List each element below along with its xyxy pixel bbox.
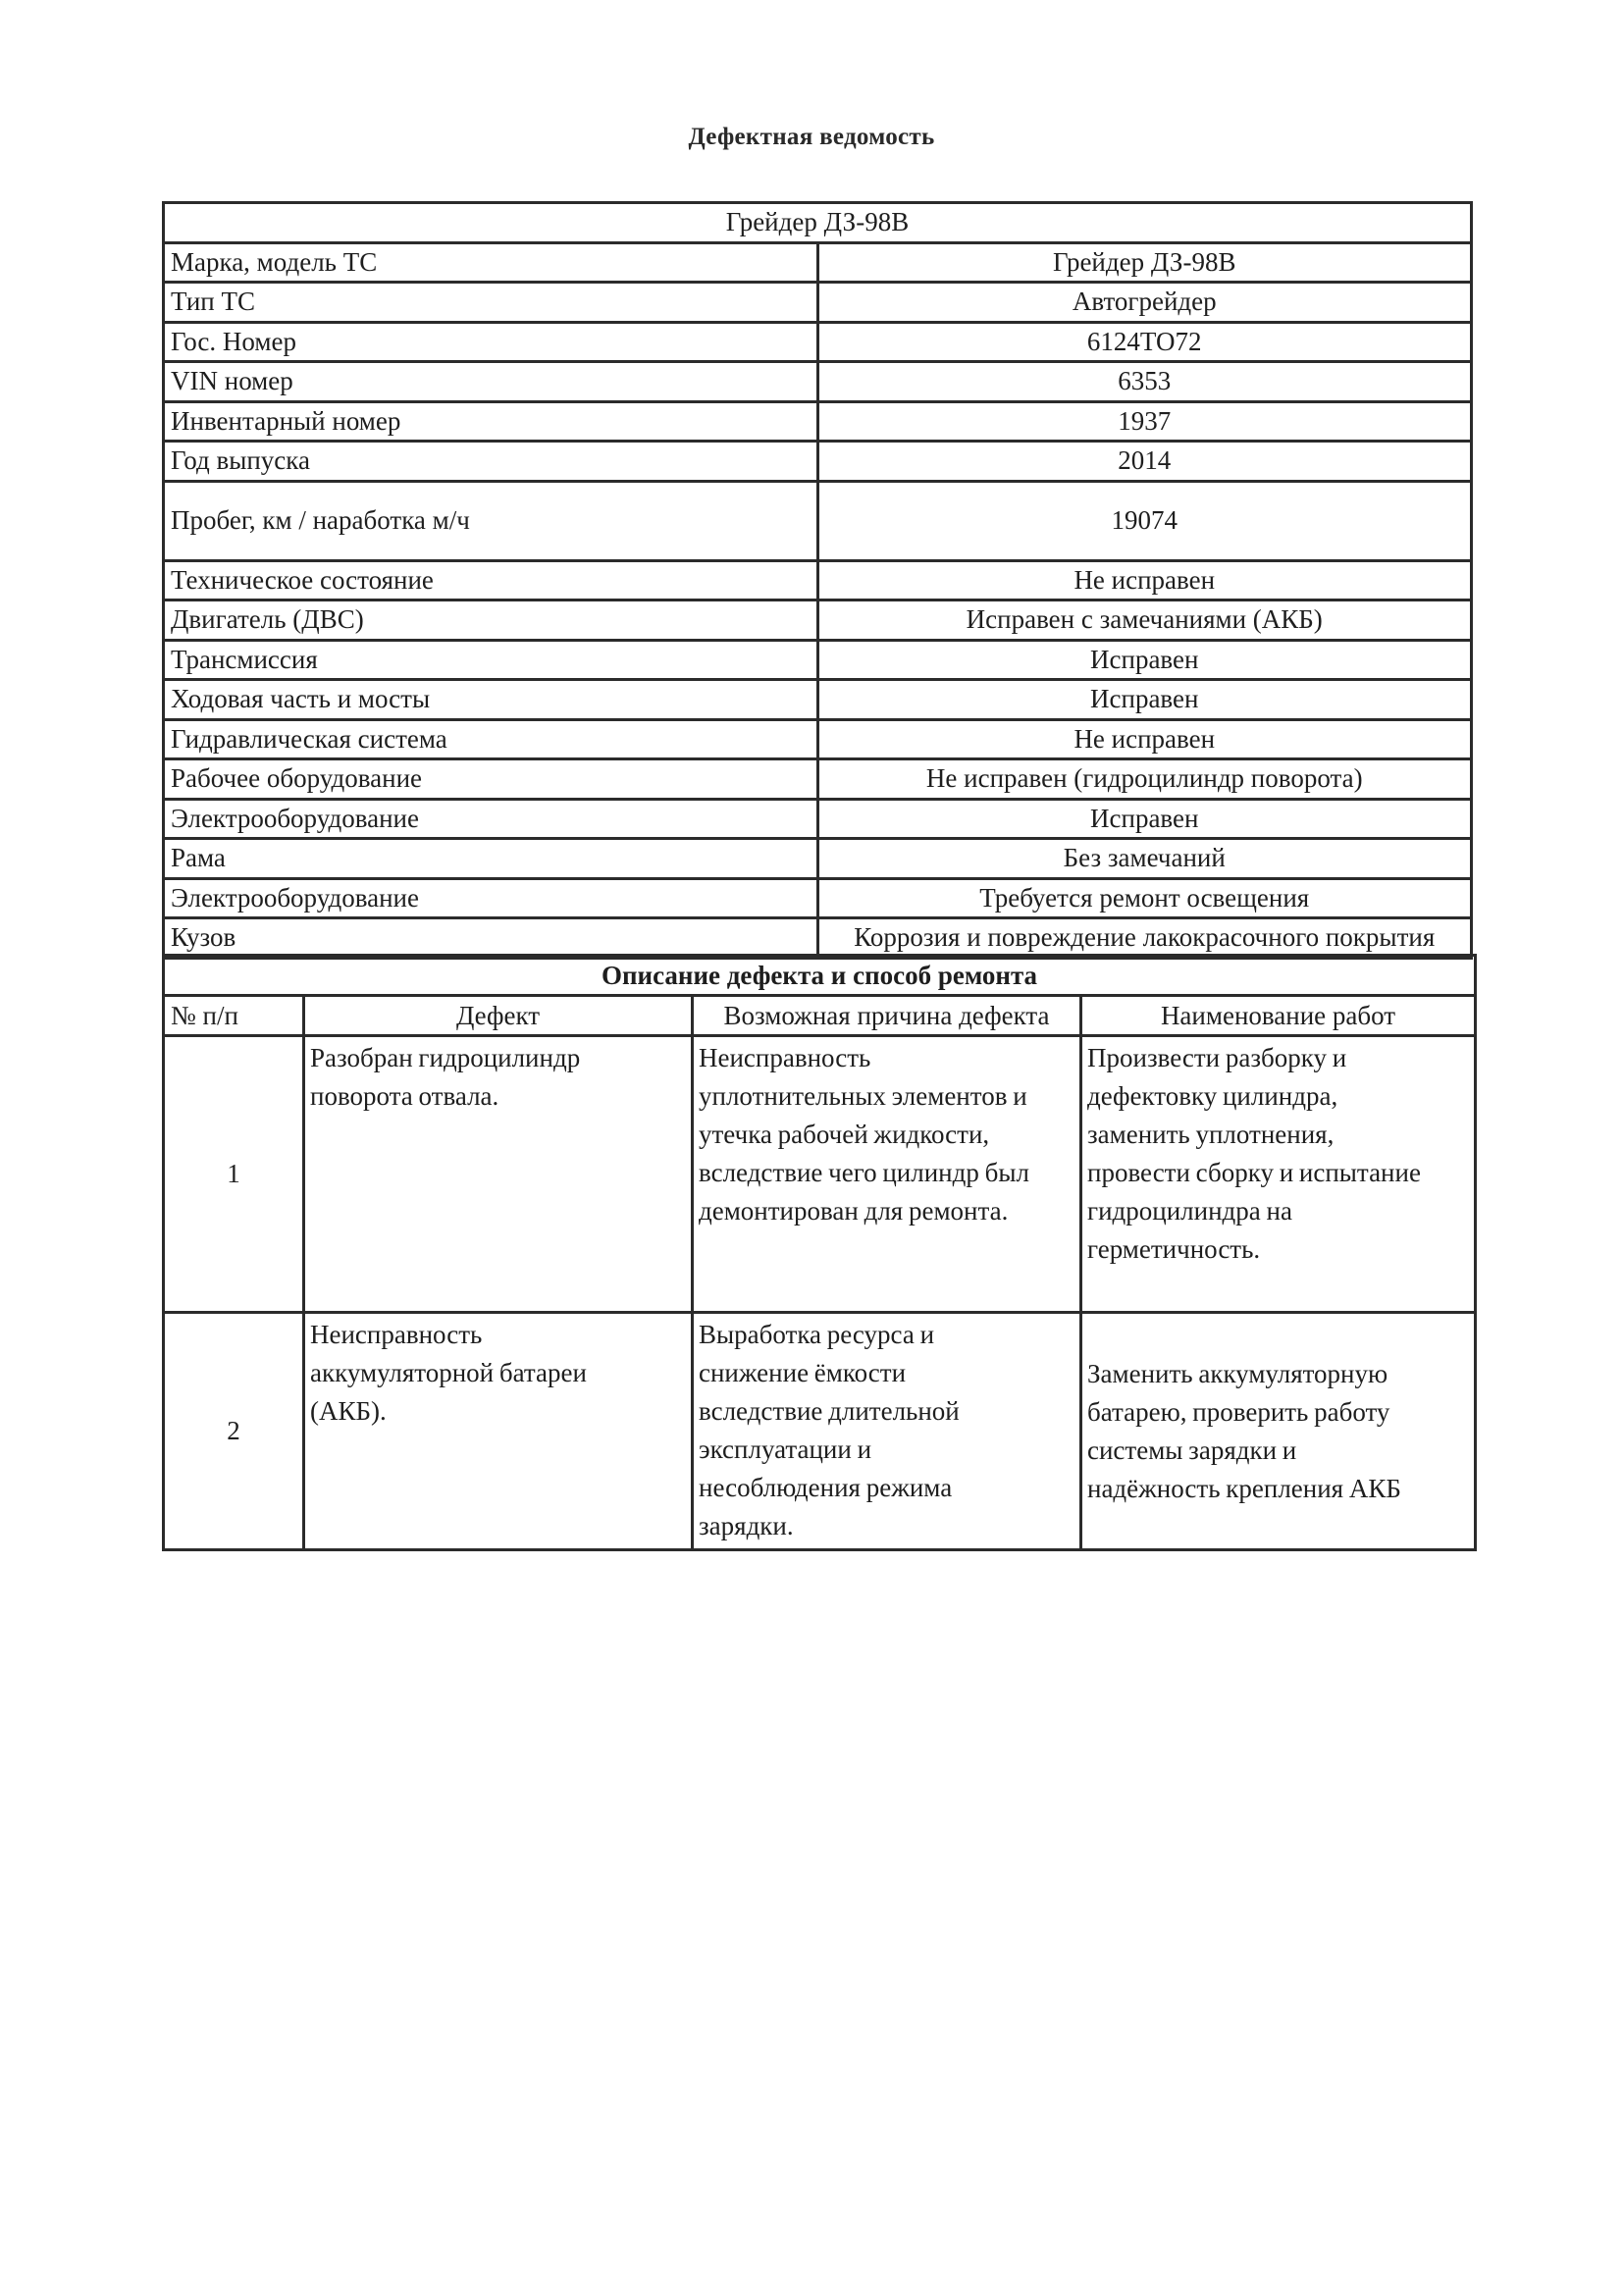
text-line: демонтирован для ремонта. <box>699 1196 1009 1226</box>
defect-row <box>164 1036 1476 1313</box>
info-value: Исправен <box>817 799 1472 839</box>
info-value: Грейдер ДЗ-98В <box>817 242 1472 283</box>
info-label: Ходовая часть и мосты <box>164 680 818 720</box>
text-line: аккумуляторной батареи <box>310 1358 587 1387</box>
info-value: Исправен с замечаниями (АКБ) <box>817 600 1472 641</box>
vehicle-info-header-row <box>164 203 1472 243</box>
defect-works <box>1081 1313 1476 1550</box>
column-header-number: № п/п <box>164 996 304 1036</box>
text-line: вследствие длительной <box>699 1396 960 1426</box>
info-label: Гидравлическая система <box>164 719 818 759</box>
info-value: Не исправен <box>817 560 1472 600</box>
defect-cause <box>693 1036 1081 1313</box>
info-label: Тип ТС <box>164 283 818 323</box>
info-label: VIN номер <box>164 362 818 402</box>
info-label: Инвентарный номер <box>164 401 818 442</box>
info-label: Рабочее оборудование <box>164 759 818 800</box>
info-value: Исправен <box>817 640 1472 680</box>
info-row-inventory-number <box>164 401 1472 442</box>
info-row-engine <box>164 600 1472 641</box>
info-row-chassis <box>164 680 1472 720</box>
info-value: 6124ТО72 <box>817 322 1472 362</box>
text-line: зарядки. <box>699 1511 794 1540</box>
info-row-mileage <box>164 481 1472 560</box>
info-value: 2014 <box>817 442 1472 482</box>
text-line: (АКБ). <box>310 1396 387 1426</box>
text-line: вследствие чего цилиндр был <box>699 1158 1029 1187</box>
text-line: системы зарядки и <box>1087 1435 1297 1465</box>
info-row-body <box>164 918 1472 959</box>
defect-number: 2 <box>164 1313 304 1550</box>
text-line: Заменить аккумуляторную <box>1087 1358 1388 1388</box>
column-header-cause: Возможная причина дефекта <box>693 996 1081 1036</box>
defects-section-title: Описание дефекта и способ ремонта <box>164 956 1476 996</box>
defect-cause <box>693 1313 1081 1550</box>
info-value: Автогрейдер <box>817 283 1472 323</box>
info-row-transmission <box>164 640 1472 680</box>
info-row-tech-condition <box>164 560 1472 600</box>
info-row-hydraulics <box>164 719 1472 759</box>
info-row-working-equipment <box>164 759 1472 800</box>
defects-table <box>162 954 1477 1551</box>
info-row-vin <box>164 362 1472 402</box>
defect-number: 1 <box>164 1036 304 1313</box>
column-header-works: Наименование работ <box>1081 996 1476 1036</box>
info-value: 19074 <box>817 481 1472 560</box>
text-line: дефектовку цилиндра, <box>1087 1081 1338 1111</box>
info-row-frame <box>164 839 1472 879</box>
defect-description <box>304 1313 693 1550</box>
text-line: герметичность. <box>1087 1234 1261 1264</box>
info-value: Коррозия и повреждение лакокрасочного покрытия <box>817 918 1472 959</box>
info-value: Не исправен <box>817 719 1472 759</box>
info-value: 6353 <box>817 362 1472 402</box>
defects-header-row <box>164 996 1476 1036</box>
text-line: поворота отвала. <box>310 1081 499 1111</box>
text-line: Неисправность <box>699 1043 871 1072</box>
info-value: Исправен <box>817 680 1472 720</box>
info-row-electrical <box>164 799 1472 839</box>
info-label: Трансмиссия <box>164 640 818 680</box>
info-label: Техническое состояние <box>164 560 818 600</box>
text-line: Разобран гидроцилиндр <box>310 1043 581 1072</box>
text-line: несоблюдения режима <box>699 1473 953 1502</box>
defect-description <box>304 1036 693 1313</box>
info-label: Гос. Номер <box>164 322 818 362</box>
info-label: Двигатель (ДВС) <box>164 600 818 641</box>
text-line: провести сборку и испытание <box>1087 1158 1421 1187</box>
info-row-make-model <box>164 242 1472 283</box>
document-title: Дефектная ведомость <box>688 124 935 150</box>
info-label: Рама <box>164 839 818 879</box>
vehicle-info-header: Грейдер ДЗ-98В <box>164 203 1472 243</box>
info-value: Требуется ремонт освещения <box>817 878 1472 918</box>
info-value: Не исправен (гидроцилиндр поворота) <box>817 759 1472 800</box>
info-label: Электрооборудование <box>164 878 818 918</box>
info-row-electrical-2 <box>164 878 1472 918</box>
text-line: утечка рабочей жидкости, <box>699 1120 990 1149</box>
text-line: батарею, проверить работу <box>1087 1396 1390 1427</box>
info-row-plate-number <box>164 322 1472 362</box>
text-line: Произвести разборку и <box>1087 1043 1347 1072</box>
info-label: Пробег, км / наработка м/ч <box>164 481 818 560</box>
info-label: Год выпуска <box>164 442 818 482</box>
text-line: Выработка ресурса и <box>699 1320 935 1349</box>
text-line: эксплуатации и <box>699 1435 872 1464</box>
vehicle-info-table <box>162 201 1473 960</box>
info-label: Кузов <box>164 918 818 959</box>
column-header-defect: Дефект <box>304 996 693 1036</box>
defect-works <box>1081 1036 1476 1313</box>
text-line: гидроцилиндра на <box>1087 1196 1292 1226</box>
info-value: 1937 <box>817 401 1472 442</box>
info-label: Марка, модель ТС <box>164 242 818 283</box>
info-row-vehicle-type <box>164 283 1472 323</box>
text-line: уплотнительных элементов и <box>699 1081 1027 1111</box>
text-line: Неисправность <box>310 1320 483 1349</box>
text-line: надёжность крепления АКБ <box>1087 1473 1401 1503</box>
text-line: снижение ёмкости <box>699 1358 907 1387</box>
text-line: заменить уплотнения, <box>1087 1120 1335 1149</box>
info-row-year <box>164 442 1472 482</box>
info-label: Электрооборудование <box>164 799 818 839</box>
info-value: Без замечаний <box>817 839 1472 879</box>
defect-row <box>164 1313 1476 1550</box>
defects-section-row <box>164 956 1476 996</box>
